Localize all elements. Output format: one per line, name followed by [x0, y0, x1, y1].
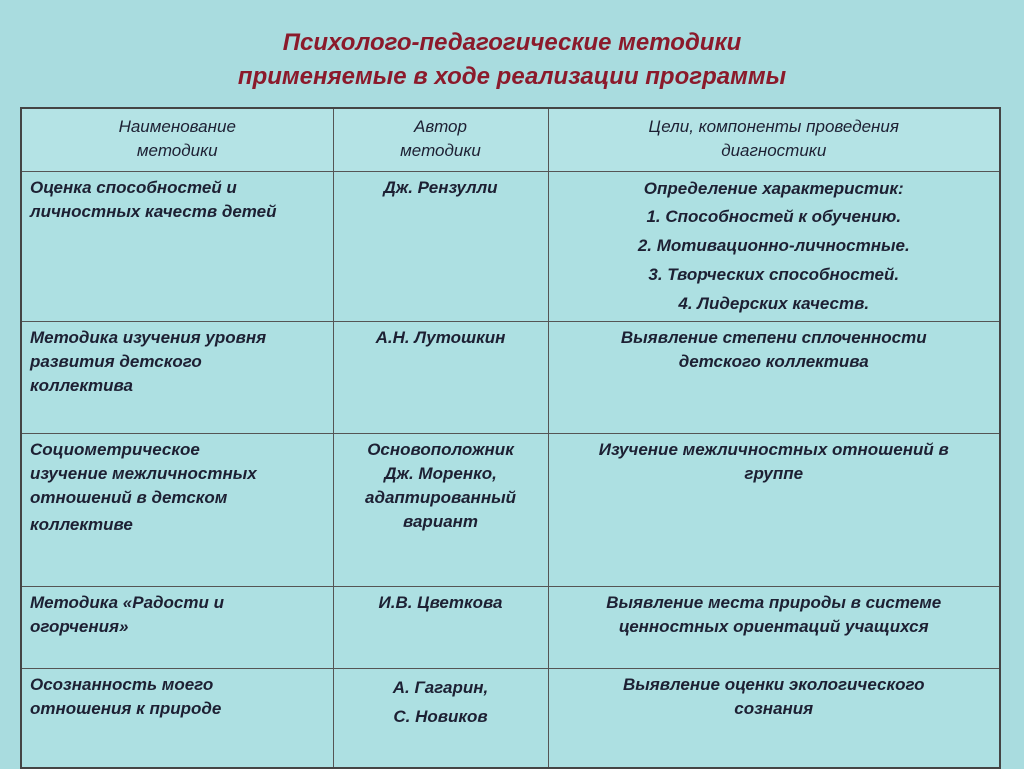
table-row — [21, 433, 1000, 586]
cell-goals: Выявление оценки экологического сознания — [548, 668, 1000, 768]
cell-method-name: Социометрическое изучение межличностных отношений в детском коллективе — [21, 433, 333, 586]
cell-author: А. Гагарин, С. Новиков — [333, 668, 548, 768]
cell-author: Дж. Рензулли — [333, 171, 548, 321]
table-row — [21, 321, 1000, 433]
header-method-name: Наименование методики — [21, 108, 333, 171]
table-row — [21, 586, 1000, 668]
header-goals: Цели, компоненты проведения диагностики — [548, 108, 1000, 171]
cell-goals: Изучение межличностных отношений в группе — [548, 433, 1000, 586]
cell-goals: Определение характеристик: 1. Способностей к обучению. 2. Мотивационно-личностные. 3. Творческих способностей. 4. Лидерских качеств. — [548, 171, 1000, 321]
methods-table — [20, 107, 1001, 769]
title-line-1: Психолого-педагогические методики — [282, 29, 742, 56]
title-line-2: применяемые в ходе реализации программы — [237, 63, 787, 90]
header-author: Автор методики — [333, 108, 548, 171]
table-header-row — [21, 108, 1000, 171]
cell-author: Основоположник Дж. Моренко, адаптированный вариант — [333, 433, 548, 586]
cell-goals: Выявление степени сплоченности детского коллектива — [548, 321, 1000, 433]
cell-goals: Выявление места природы в системе ценностных ориентаций учащихся — [548, 586, 1000, 668]
cell-method-name: Осознанность моего отношения к природе — [21, 668, 333, 768]
table-row — [21, 171, 1000, 321]
cell-method-name: Методика «Радости и огорчения» — [21, 586, 333, 668]
table-row — [21, 668, 1000, 768]
cell-method-name: Методика изучения уровня развития детского коллектива — [21, 321, 333, 433]
cell-author: А.Н. Лутошкин — [333, 321, 548, 433]
cell-method-name: Оценка способностей и личностных качеств детей — [21, 171, 333, 321]
cell-author: И.В. Цветкова — [333, 586, 548, 668]
page-title — [0, 26, 1024, 94]
